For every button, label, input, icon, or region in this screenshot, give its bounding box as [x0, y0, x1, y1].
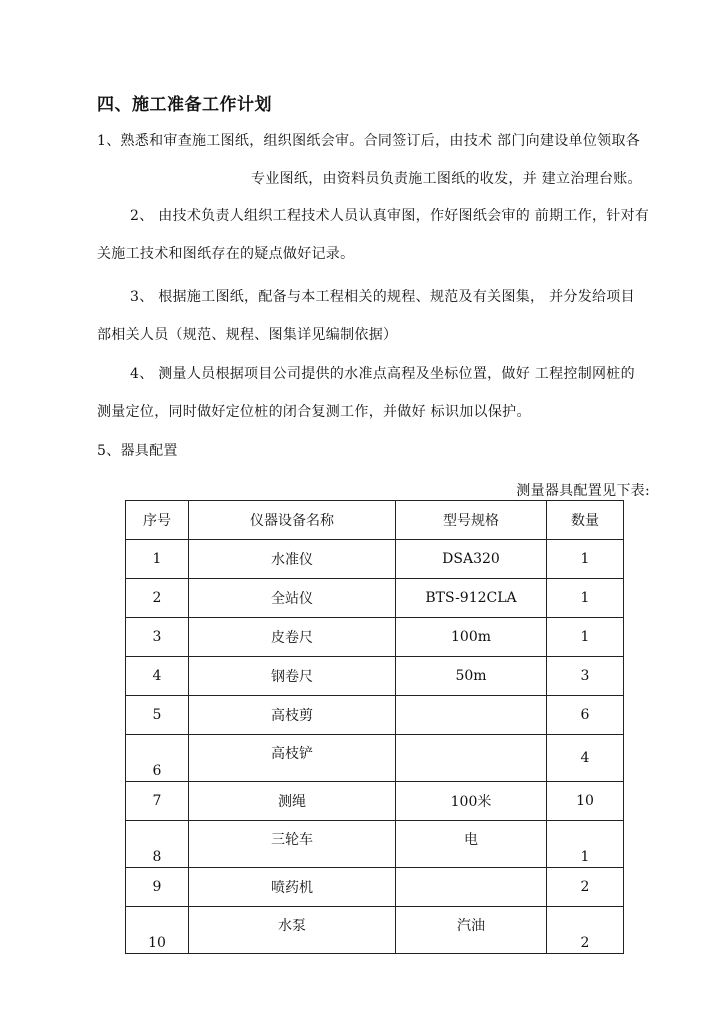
table-row — [126, 579, 624, 618]
cell-spec: BTS-912CLA — [396, 579, 547, 618]
paragraph-4-line-2: 测量定位，同时做好定位桩的闭合复测工作，并做好 标识加以保护。 — [97, 404, 531, 420]
section-heading: 四、施工准备工作计划 — [97, 95, 272, 115]
cell-index: 1 — [126, 540, 189, 579]
table-row — [126, 657, 624, 696]
paragraph-2-line-1: 2、 由技术负责人组织工程技术人员认真审图，作好图纸会审的 前期工作，针对有 — [130, 208, 650, 224]
paragraph-4-line-1: 4、 测量人员根据项目公司提供的水准点高程及坐标位置，做好 工程控制网桩的 — [130, 366, 635, 382]
cell-name: 钢卷尺 — [189, 657, 396, 696]
paragraph-1-line-2: 专业图纸，由资料员负责施工图纸的收发，并 建立治理台账。 — [251, 171, 642, 187]
cell-index: 2 — [126, 579, 189, 618]
cell-spec — [396, 696, 547, 735]
cell-spec — [396, 735, 547, 782]
cell-spec: 100m — [396, 618, 547, 657]
cell-name: 喷药机 — [189, 868, 396, 907]
cell-spec: 100米 — [396, 782, 547, 821]
cell-name: 水泵 — [189, 907, 396, 954]
cell-spec: 50m — [396, 657, 547, 696]
cell-name: 皮卷尺 — [189, 618, 396, 657]
table-row — [126, 540, 624, 579]
cell-index: 6 — [126, 735, 189, 782]
cell-name: 高枝剪 — [189, 696, 396, 735]
table-row — [126, 782, 624, 821]
cell-index: 7 — [126, 782, 189, 821]
table-row — [126, 618, 624, 657]
header-spec: 型号规格 — [396, 501, 547, 540]
cell-qty: 10 — [547, 782, 624, 821]
paragraph-3-line-1: 3、 根据施工图纸，配备与本工程相关的规程、规范及有关图集， 并分发给项目 — [130, 289, 635, 305]
table-row — [126, 821, 624, 868]
equipment-table — [125, 500, 624, 954]
cell-qty: 2 — [547, 868, 624, 907]
cell-spec: 汽油 — [396, 907, 547, 954]
table-row — [126, 907, 624, 954]
cell-name: 全站仪 — [189, 579, 396, 618]
table-caption: 测量器具配置见下表: — [516, 483, 650, 499]
cell-name: 高枝铲 — [189, 735, 396, 782]
table-row — [126, 868, 624, 907]
paragraph-1-line-1: 1、熟悉和审查施工图纸，组织图纸会审。合同签订后，由技术 部门向建设单位领取各 — [97, 133, 641, 149]
cell-spec — [396, 868, 547, 907]
cell-index: 4 — [126, 657, 189, 696]
cell-index: 10 — [126, 907, 189, 954]
header-name: 仪器设备名称 — [189, 501, 396, 540]
cell-index: 9 — [126, 868, 189, 907]
cell-name: 三轮车 — [189, 821, 396, 868]
paragraph-5: 5、器具配置 — [97, 443, 178, 459]
table-row — [126, 735, 624, 782]
cell-index: 8 — [126, 821, 189, 868]
paragraph-3-line-2: 部相关人员（规范、规程、图集详见编制依据） — [97, 327, 398, 343]
table-header-row — [126, 501, 624, 540]
cell-qty: 1 — [547, 579, 624, 618]
cell-qty: 1 — [547, 821, 624, 868]
cell-qty: 1 — [547, 540, 624, 579]
cell-qty: 2 — [547, 907, 624, 954]
cell-qty: 1 — [547, 618, 624, 657]
cell-index: 3 — [126, 618, 189, 657]
cell-name: 水准仪 — [189, 540, 396, 579]
paragraph-2-line-2: 关施工技术和图纸存在的疑点做好记录。 — [97, 246, 355, 262]
cell-index: 5 — [126, 696, 189, 735]
header-qty: 数量 — [547, 501, 624, 540]
cell-name: 测绳 — [189, 782, 396, 821]
cell-spec: 电 — [396, 821, 547, 868]
cell-spec: DSA320 — [396, 540, 547, 579]
cell-qty: 3 — [547, 657, 624, 696]
header-index: 序号 — [126, 501, 189, 540]
cell-qty: 4 — [547, 735, 624, 782]
cell-qty: 6 — [547, 696, 624, 735]
table-row — [126, 696, 624, 735]
